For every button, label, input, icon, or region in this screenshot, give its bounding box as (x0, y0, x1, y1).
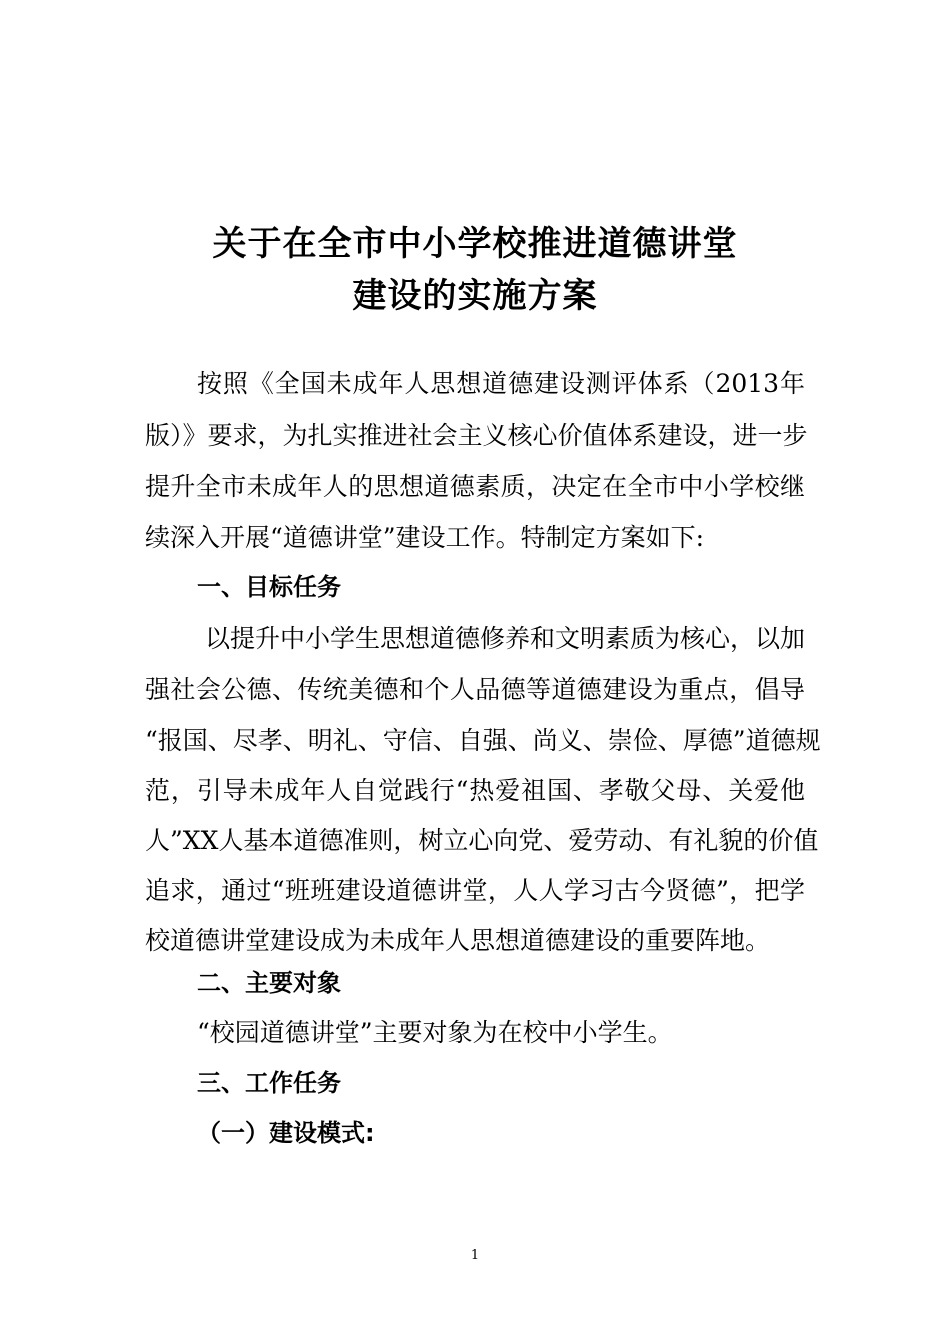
document-title-line-1: 关于在全市中小学校推进道德讲堂 (212, 224, 738, 264)
document-title-line-2: 建设的实施方案 (352, 276, 598, 316)
section-heading: 三、工作任务 (197, 1069, 341, 1097)
page-number: 1 (470, 1248, 480, 1263)
intro-line: 续深入开展“道德讲堂”建设工作。特制定方案如下: (145, 523, 704, 552)
section1-line: 以提升中小学生思想道德修养和文明素质为核心，以加 (205, 624, 806, 653)
section1-line: 范，引导未成年人自觉践行“热爱祖国、孝敬父母、关爱他 (145, 776, 805, 805)
intro-line: 版）》要求，为扎实推进社会主义核心价值体系建设，进一步 (145, 421, 808, 450)
section2-text: “校园道德讲堂”主要对象为在校中小学生。 (197, 1018, 673, 1047)
subsection-heading: （一）建设模式: (197, 1119, 375, 1147)
section1-line: 校道德讲堂建设成为未成年人思想道德建设的重要阵地。 (145, 926, 771, 955)
section-heading: 二、主要对象 (197, 969, 341, 997)
section1-line: 强社会公德、传统美德和个人品德等道德建设为重点，倡导 (145, 675, 805, 704)
intro-line: 按照《全国未成年人思想道德建设测评体系（2013年 (197, 369, 805, 398)
section-heading: 一、目标任务 (197, 573, 341, 601)
section1-line: 人”XX人基本道德准则，树立心向党、爱劳动、有礼貌的价值 (145, 826, 819, 855)
section1-line: “报国、尽孝、明礼、守信、自强、尚义、崇俭、厚德”道德规 (145, 726, 821, 755)
section1-line: 追求，通过“班班建设道德讲堂，人人学习古今贤德”，把学 (145, 876, 805, 905)
intro-line: 提升全市未成年人的思想道德素质，决定在全市中小学校继 (145, 472, 805, 501)
